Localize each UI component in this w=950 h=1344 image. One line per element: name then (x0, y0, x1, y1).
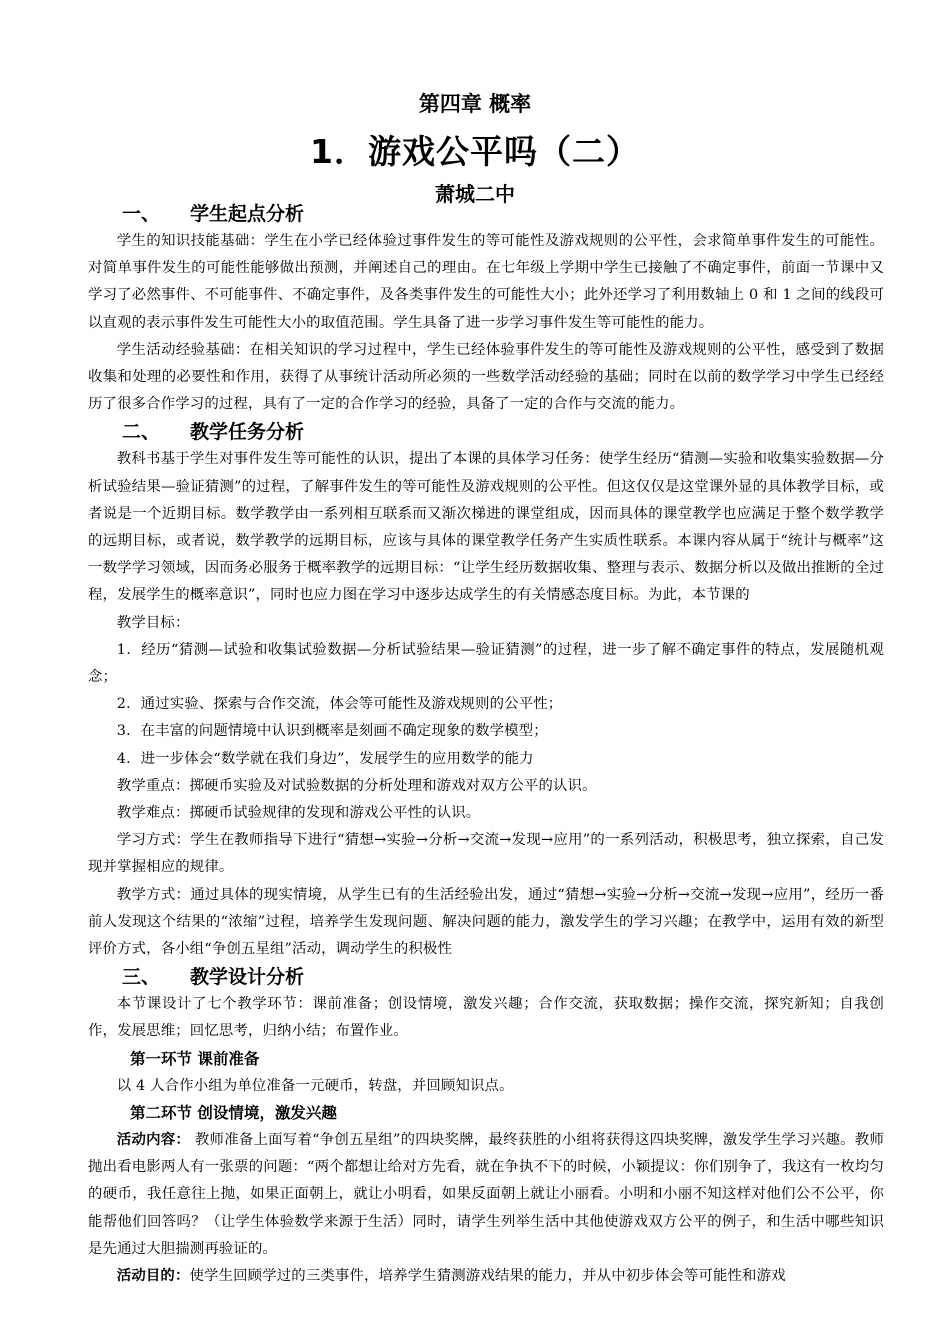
goal-item: 3．在丰富的问题情境中认识到概率是刻画不确定现象的数学模型； (116, 723, 548, 740)
section-number: 三、 (122, 966, 161, 989)
activity-label: 活动内容： (116, 1131, 191, 1148)
section-heading-1 (88, 200, 884, 228)
section-heading-2 (88, 418, 884, 446)
section-heading-text: 学生起点分析 (190, 203, 305, 225)
section-heading-3 (88, 963, 884, 991)
paragraph: 教科书基于学生对事件发生等可能性的认识，提出了本课的具体学习任务：使学生经历“猜测—实验和收集实验数据—分析试验结果—验证猜测”的过程，了解事件发生的等可能性及游戏规则的公平性。但这仅仅是这堂课外显的具体教学目标，或者说是一个近期目标。数学教学由一系列相互联系而又渐次梯进的课堂组成，因而具体的课堂教学也应满足于整个数学教学的远期目标，或者说，数学教学的远期目标，应该与具体的课堂教学任务产生实质性联系。本课内容从属于“统计与概率”这一数学学习领域，因而务必服务于概率教学的远期目标：“让学生经历数据收集、整理与表示、数据分析以及做出推断的全过程，发展学生的概率意识”，同时也应力图在学习中逐步达成学生的有关情感态度目标。为此，本节课的 (88, 451, 884, 604)
learning-method: 学习方式：学生在教师指导下进行“猜想→实验→分析→交流→发现→应用”的一系列活动，积极思考，独立探索，自己发现并掌握相应的规律。 (88, 832, 884, 876)
key-point: 教学重点：掷硬币实验及对试验数据的分析处理和游戏对双方公平的认识。 (116, 777, 597, 794)
step-heading-2: 第二环节 创设情境，激发兴趣 (130, 1103, 337, 1122)
goal-item: 4．进一步体会“数学就在我们身边”，发展学生的应用数学的能力 (116, 750, 534, 767)
purpose-label: 活动目的： (116, 1267, 190, 1284)
section-number: 一、 (122, 203, 161, 225)
activity-paragraph (88, 1127, 884, 1263)
document-body (88, 200, 884, 1290)
teaching-method: 教学方式：通过具体的现实情境，从学生已有的生活经验出发，通过“猜想→实验→分析→交流→发现→应用”，经历一番前人发现这个结果的“浓缩”过程，培养学生发现问题、解决问题的能力，激发学生的学习兴趣；在教学中，运用有效的新型评价方式，各小组“争创五星组”活动，调动学生的积极性 (88, 886, 884, 958)
goal-item: 1．经历“猜测—试验和收集试验数据—分析试验结果—验证猜测”的过程，进一步了解不确定事件的特点，发展随机观念； (88, 641, 884, 686)
goals-label: 教学目标： (116, 614, 190, 631)
difficult-point: 教学难点：掷硬币试验规律的发现和游戏公平性的认识。 (116, 805, 481, 822)
section-number: 二、 (122, 421, 161, 444)
activity-text: 教师准备上面写着“争创五星组”的四块奖牌，最终获胜的小组将获得这四块奖牌，激发学生学习兴趣。教师抛出看电影两人有一张票的问题：“两个都想让给对方先看，就在争执不下的时候，小颖提议：你们别争了，我这有一枚均匀的硬币，我任意往上抛，如果正面朝上，就让小明看，如果反面朝上就让小丽看。小明和小丽不知这样对他们公不公平，你能帮他们回答吗？（让学生体验数学来源于生活）同时，请学生列举生活中其他使游戏双方公平的例子，和生活中哪些知识是先通过大胆揣测再验证的。 (88, 1131, 884, 1257)
section-heading-text: 教学任务分析 (190, 421, 305, 444)
lesson-title: 1．游戏公平吗（二） (310, 132, 640, 171)
step-heading-1: 第一环节 课前准备 (130, 1049, 260, 1068)
paragraph: 以 4 人合作小组为单位准备一元硬币，转盘，并回顾知识点。 (116, 1077, 514, 1094)
paragraph: 学生的知识技能基础：学生在小学已经体验过事件发生的等可能性及游戏规则的公平性，会求简单事件发生的可能性。对简单事件发生的可能性能够做出预测，并阐述自己的理由。在七年级上学期中学生已接触了不确定事件，前面一节课中又学习了必然事件、不可能事件、不确定事件，及各类事件发生的可能性大小；此外还学习了利用数轴上 0 和 1 之间的线段可以直观的表示事件发生可能性大小的取值范围。学生具备了进一步学习事件发生等可能性的能力。 (88, 233, 884, 331)
paragraph: 学生活动经验基础：在相关知识的学习过程中，学生已经体验事件发生的等可能性及游戏规则的公平性，感受到了数据收集和处理的必要性和作用，获得了从事统计活动所必须的一些数学活动经验的基础；同时在以前的数学学习中学生已经经历了很多合作学习的过程，具有了一定的合作学习的经验，具备了一定的合作与交流的能力。 (88, 341, 884, 413)
paragraph: 本节课设计了七个教学环节：课前准备；创设情境，激发兴趣；合作交流，获取数据；操作交流，探究新知；自我创作，发展思维；回忆思考，归纳小结；布置作业。 (88, 996, 884, 1040)
section-heading-text: 教学设计分析 (190, 966, 305, 989)
school-name: 萧城二中 (435, 182, 515, 206)
purpose-text: 使学生回顾学过的三类事件，培养学生猜测游戏结果的能力，并从中初步体会等可能性和游戏 (189, 1267, 786, 1284)
goal-item: 2．通过实验、探索与合作交流，体会等可能性及游戏规则的公平性； (116, 696, 563, 713)
purpose-paragraph (88, 1263, 884, 1290)
chapter-title: 第四章 概率 (418, 92, 532, 116)
